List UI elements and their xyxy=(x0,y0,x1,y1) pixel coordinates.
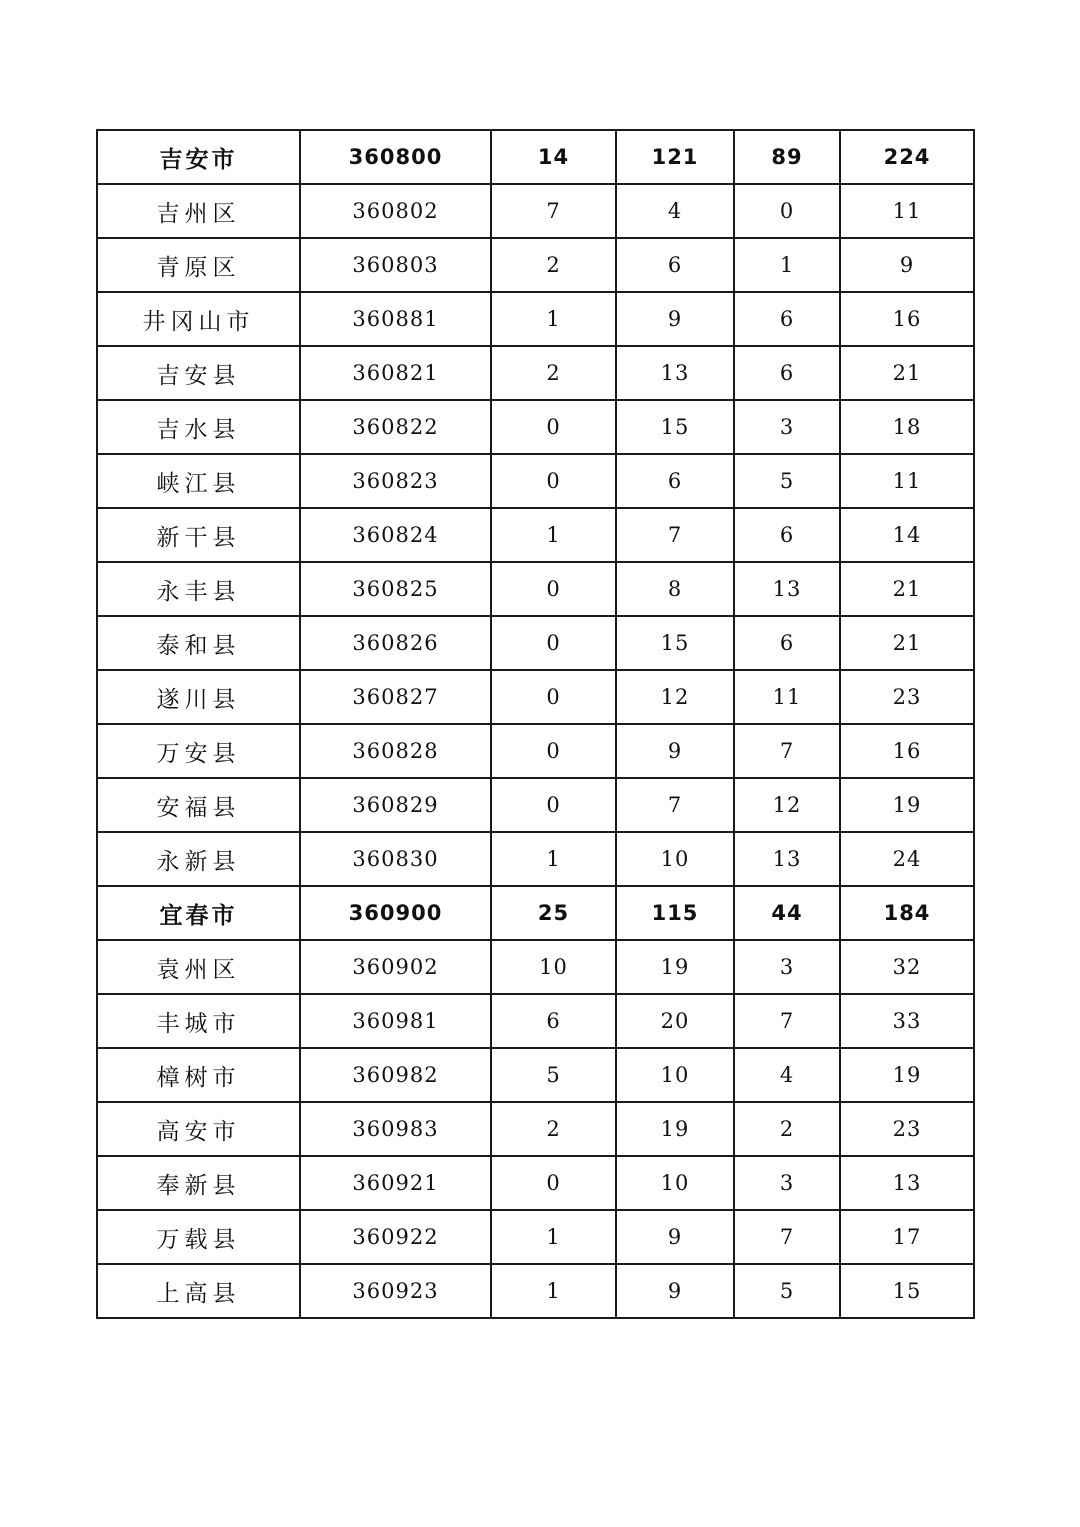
count-col1-cell: 7 xyxy=(491,184,616,238)
region-code-cell: 360829 xyxy=(300,778,491,832)
count-col3-cell: 5 xyxy=(734,454,840,508)
count-col2-cell: 4 xyxy=(616,184,734,238)
count-col2-cell: 13 xyxy=(616,346,734,400)
total-cell: 16 xyxy=(840,292,974,346)
region-name-cell: 井冈山市 xyxy=(97,292,300,346)
count-col1-cell: 6 xyxy=(491,994,616,1048)
count-col3-cell: 7 xyxy=(734,724,840,778)
count-col2-cell: 10 xyxy=(616,1156,734,1210)
total-cell: 19 xyxy=(840,1048,974,1102)
count-col2-cell: 19 xyxy=(616,1102,734,1156)
table-row xyxy=(97,1156,974,1210)
region-name-cell: 新干县 xyxy=(97,508,300,562)
count-col2-cell: 9 xyxy=(616,292,734,346)
count-col1-cell: 1 xyxy=(491,832,616,886)
table-row xyxy=(97,778,974,832)
region-name-cell: 高安市 xyxy=(97,1102,300,1156)
count-col2-cell: 8 xyxy=(616,562,734,616)
table-row xyxy=(97,562,974,616)
region-code-cell: 360900 xyxy=(300,886,491,940)
count-col2-cell: 20 xyxy=(616,994,734,1048)
region-code-cell: 360803 xyxy=(300,238,491,292)
region-name-cell: 奉新县 xyxy=(97,1156,300,1210)
count-col1-cell: 10 xyxy=(491,940,616,994)
count-col3-cell: 7 xyxy=(734,994,840,1048)
region-code-cell: 360881 xyxy=(300,292,491,346)
table-row xyxy=(97,1048,974,1102)
region-name-cell: 吉安县 xyxy=(97,346,300,400)
region-name-cell: 青原区 xyxy=(97,238,300,292)
region-code-cell: 360902 xyxy=(300,940,491,994)
region-code-cell: 360821 xyxy=(300,346,491,400)
region-name-cell: 遂川县 xyxy=(97,670,300,724)
region-code-cell: 360800 xyxy=(300,130,491,184)
count-col1-cell: 0 xyxy=(491,562,616,616)
region-code-cell: 360921 xyxy=(300,1156,491,1210)
table-row xyxy=(97,994,974,1048)
count-col3-cell: 1 xyxy=(734,238,840,292)
count-col3-cell: 3 xyxy=(734,1156,840,1210)
count-col3-cell: 6 xyxy=(734,508,840,562)
total-cell: 11 xyxy=(840,184,974,238)
count-col2-cell: 9 xyxy=(616,724,734,778)
count-col2-cell: 12 xyxy=(616,670,734,724)
count-col2-cell: 19 xyxy=(616,940,734,994)
count-col1-cell: 14 xyxy=(491,130,616,184)
count-col3-cell: 6 xyxy=(734,616,840,670)
table-row xyxy=(97,832,974,886)
region-code-cell: 360828 xyxy=(300,724,491,778)
table-row xyxy=(97,1210,974,1264)
count-col1-cell: 0 xyxy=(491,670,616,724)
table-row xyxy=(97,292,974,346)
total-cell: 184 xyxy=(840,886,974,940)
region-name-cell: 上高县 xyxy=(97,1264,300,1318)
count-col1-cell: 0 xyxy=(491,400,616,454)
total-cell: 17 xyxy=(840,1210,974,1264)
count-col3-cell: 3 xyxy=(734,400,840,454)
count-col2-cell: 10 xyxy=(616,832,734,886)
count-col1-cell: 2 xyxy=(491,238,616,292)
count-col3-cell: 5 xyxy=(734,1264,840,1318)
table-row xyxy=(97,724,974,778)
count-col2-cell: 10 xyxy=(616,1048,734,1102)
table-row xyxy=(97,670,974,724)
count-col3-cell: 6 xyxy=(734,292,840,346)
city-row xyxy=(97,886,974,940)
count-col1-cell: 1 xyxy=(491,1264,616,1318)
count-col1-cell: 2 xyxy=(491,1102,616,1156)
count-col1-cell: 1 xyxy=(491,508,616,562)
count-col2-cell: 115 xyxy=(616,886,734,940)
region-name-cell: 泰和县 xyxy=(97,616,300,670)
region-code-cell: 360826 xyxy=(300,616,491,670)
total-cell: 33 xyxy=(840,994,974,1048)
total-cell: 14 xyxy=(840,508,974,562)
total-cell: 18 xyxy=(840,400,974,454)
count-col1-cell: 0 xyxy=(491,724,616,778)
region-name-cell: 吉安市 xyxy=(97,130,300,184)
city-row xyxy=(97,130,974,184)
count-col3-cell: 4 xyxy=(734,1048,840,1102)
region-code-cell: 360802 xyxy=(300,184,491,238)
count-col3-cell: 3 xyxy=(734,940,840,994)
region-code-cell: 360825 xyxy=(300,562,491,616)
count-col1-cell: 5 xyxy=(491,1048,616,1102)
region-code-cell: 360922 xyxy=(300,1210,491,1264)
total-cell: 13 xyxy=(840,1156,974,1210)
table-row xyxy=(97,454,974,508)
count-col3-cell: 11 xyxy=(734,670,840,724)
region-name-cell: 安福县 xyxy=(97,778,300,832)
total-cell: 32 xyxy=(840,940,974,994)
region-code-cell: 360923 xyxy=(300,1264,491,1318)
region-name-cell: 万载县 xyxy=(97,1210,300,1264)
total-cell: 21 xyxy=(840,562,974,616)
count-col1-cell: 2 xyxy=(491,346,616,400)
table-row xyxy=(97,238,974,292)
region-code-cell: 360983 xyxy=(300,1102,491,1156)
count-col3-cell: 12 xyxy=(734,778,840,832)
total-cell: 224 xyxy=(840,130,974,184)
total-cell: 11 xyxy=(840,454,974,508)
count-col1-cell: 1 xyxy=(491,292,616,346)
table-row xyxy=(97,508,974,562)
statistics-table xyxy=(96,129,975,1319)
count-col2-cell: 7 xyxy=(616,508,734,562)
count-col1-cell: 0 xyxy=(491,454,616,508)
count-col3-cell: 89 xyxy=(734,130,840,184)
total-cell: 19 xyxy=(840,778,974,832)
region-code-cell: 360824 xyxy=(300,508,491,562)
region-name-cell: 袁州区 xyxy=(97,940,300,994)
count-col1-cell: 0 xyxy=(491,778,616,832)
count-col2-cell: 6 xyxy=(616,454,734,508)
count-col1-cell: 25 xyxy=(491,886,616,940)
count-col3-cell: 2 xyxy=(734,1102,840,1156)
region-name-cell: 丰城市 xyxy=(97,994,300,1048)
region-code-cell: 360981 xyxy=(300,994,491,1048)
region-code-cell: 360982 xyxy=(300,1048,491,1102)
count-col2-cell: 15 xyxy=(616,616,734,670)
region-code-cell: 360827 xyxy=(300,670,491,724)
total-cell: 24 xyxy=(840,832,974,886)
count-col2-cell: 7 xyxy=(616,778,734,832)
table-row xyxy=(97,400,974,454)
table-row xyxy=(97,940,974,994)
region-code-cell: 360823 xyxy=(300,454,491,508)
total-cell: 21 xyxy=(840,346,974,400)
table-row xyxy=(97,346,974,400)
count-col2-cell: 9 xyxy=(616,1210,734,1264)
region-name-cell: 吉水县 xyxy=(97,400,300,454)
count-col2-cell: 121 xyxy=(616,130,734,184)
total-cell: 15 xyxy=(840,1264,974,1318)
count-col1-cell: 0 xyxy=(491,1156,616,1210)
total-cell: 16 xyxy=(840,724,974,778)
table-row xyxy=(97,184,974,238)
table-body xyxy=(97,130,974,1318)
count-col3-cell: 6 xyxy=(734,346,840,400)
count-col3-cell: 44 xyxy=(734,886,840,940)
region-name-cell: 永新县 xyxy=(97,832,300,886)
region-name-cell: 樟树市 xyxy=(97,1048,300,1102)
count-col1-cell: 1 xyxy=(491,1210,616,1264)
table-row xyxy=(97,1264,974,1318)
count-col3-cell: 7 xyxy=(734,1210,840,1264)
region-name-cell: 峡江县 xyxy=(97,454,300,508)
region-code-cell: 360830 xyxy=(300,832,491,886)
count-col3-cell: 13 xyxy=(734,832,840,886)
region-name-cell: 吉州区 xyxy=(97,184,300,238)
total-cell: 23 xyxy=(840,1102,974,1156)
table-row xyxy=(97,1102,974,1156)
region-code-cell: 360822 xyxy=(300,400,491,454)
count-col2-cell: 15 xyxy=(616,400,734,454)
count-col3-cell: 13 xyxy=(734,562,840,616)
table-row xyxy=(97,616,974,670)
count-col2-cell: 6 xyxy=(616,238,734,292)
region-name-cell: 万安县 xyxy=(97,724,300,778)
region-name-cell: 永丰县 xyxy=(97,562,300,616)
count-col1-cell: 0 xyxy=(491,616,616,670)
total-cell: 9 xyxy=(840,238,974,292)
region-name-cell: 宜春市 xyxy=(97,886,300,940)
count-col2-cell: 9 xyxy=(616,1264,734,1318)
total-cell: 21 xyxy=(840,616,974,670)
total-cell: 23 xyxy=(840,670,974,724)
count-col3-cell: 0 xyxy=(734,184,840,238)
